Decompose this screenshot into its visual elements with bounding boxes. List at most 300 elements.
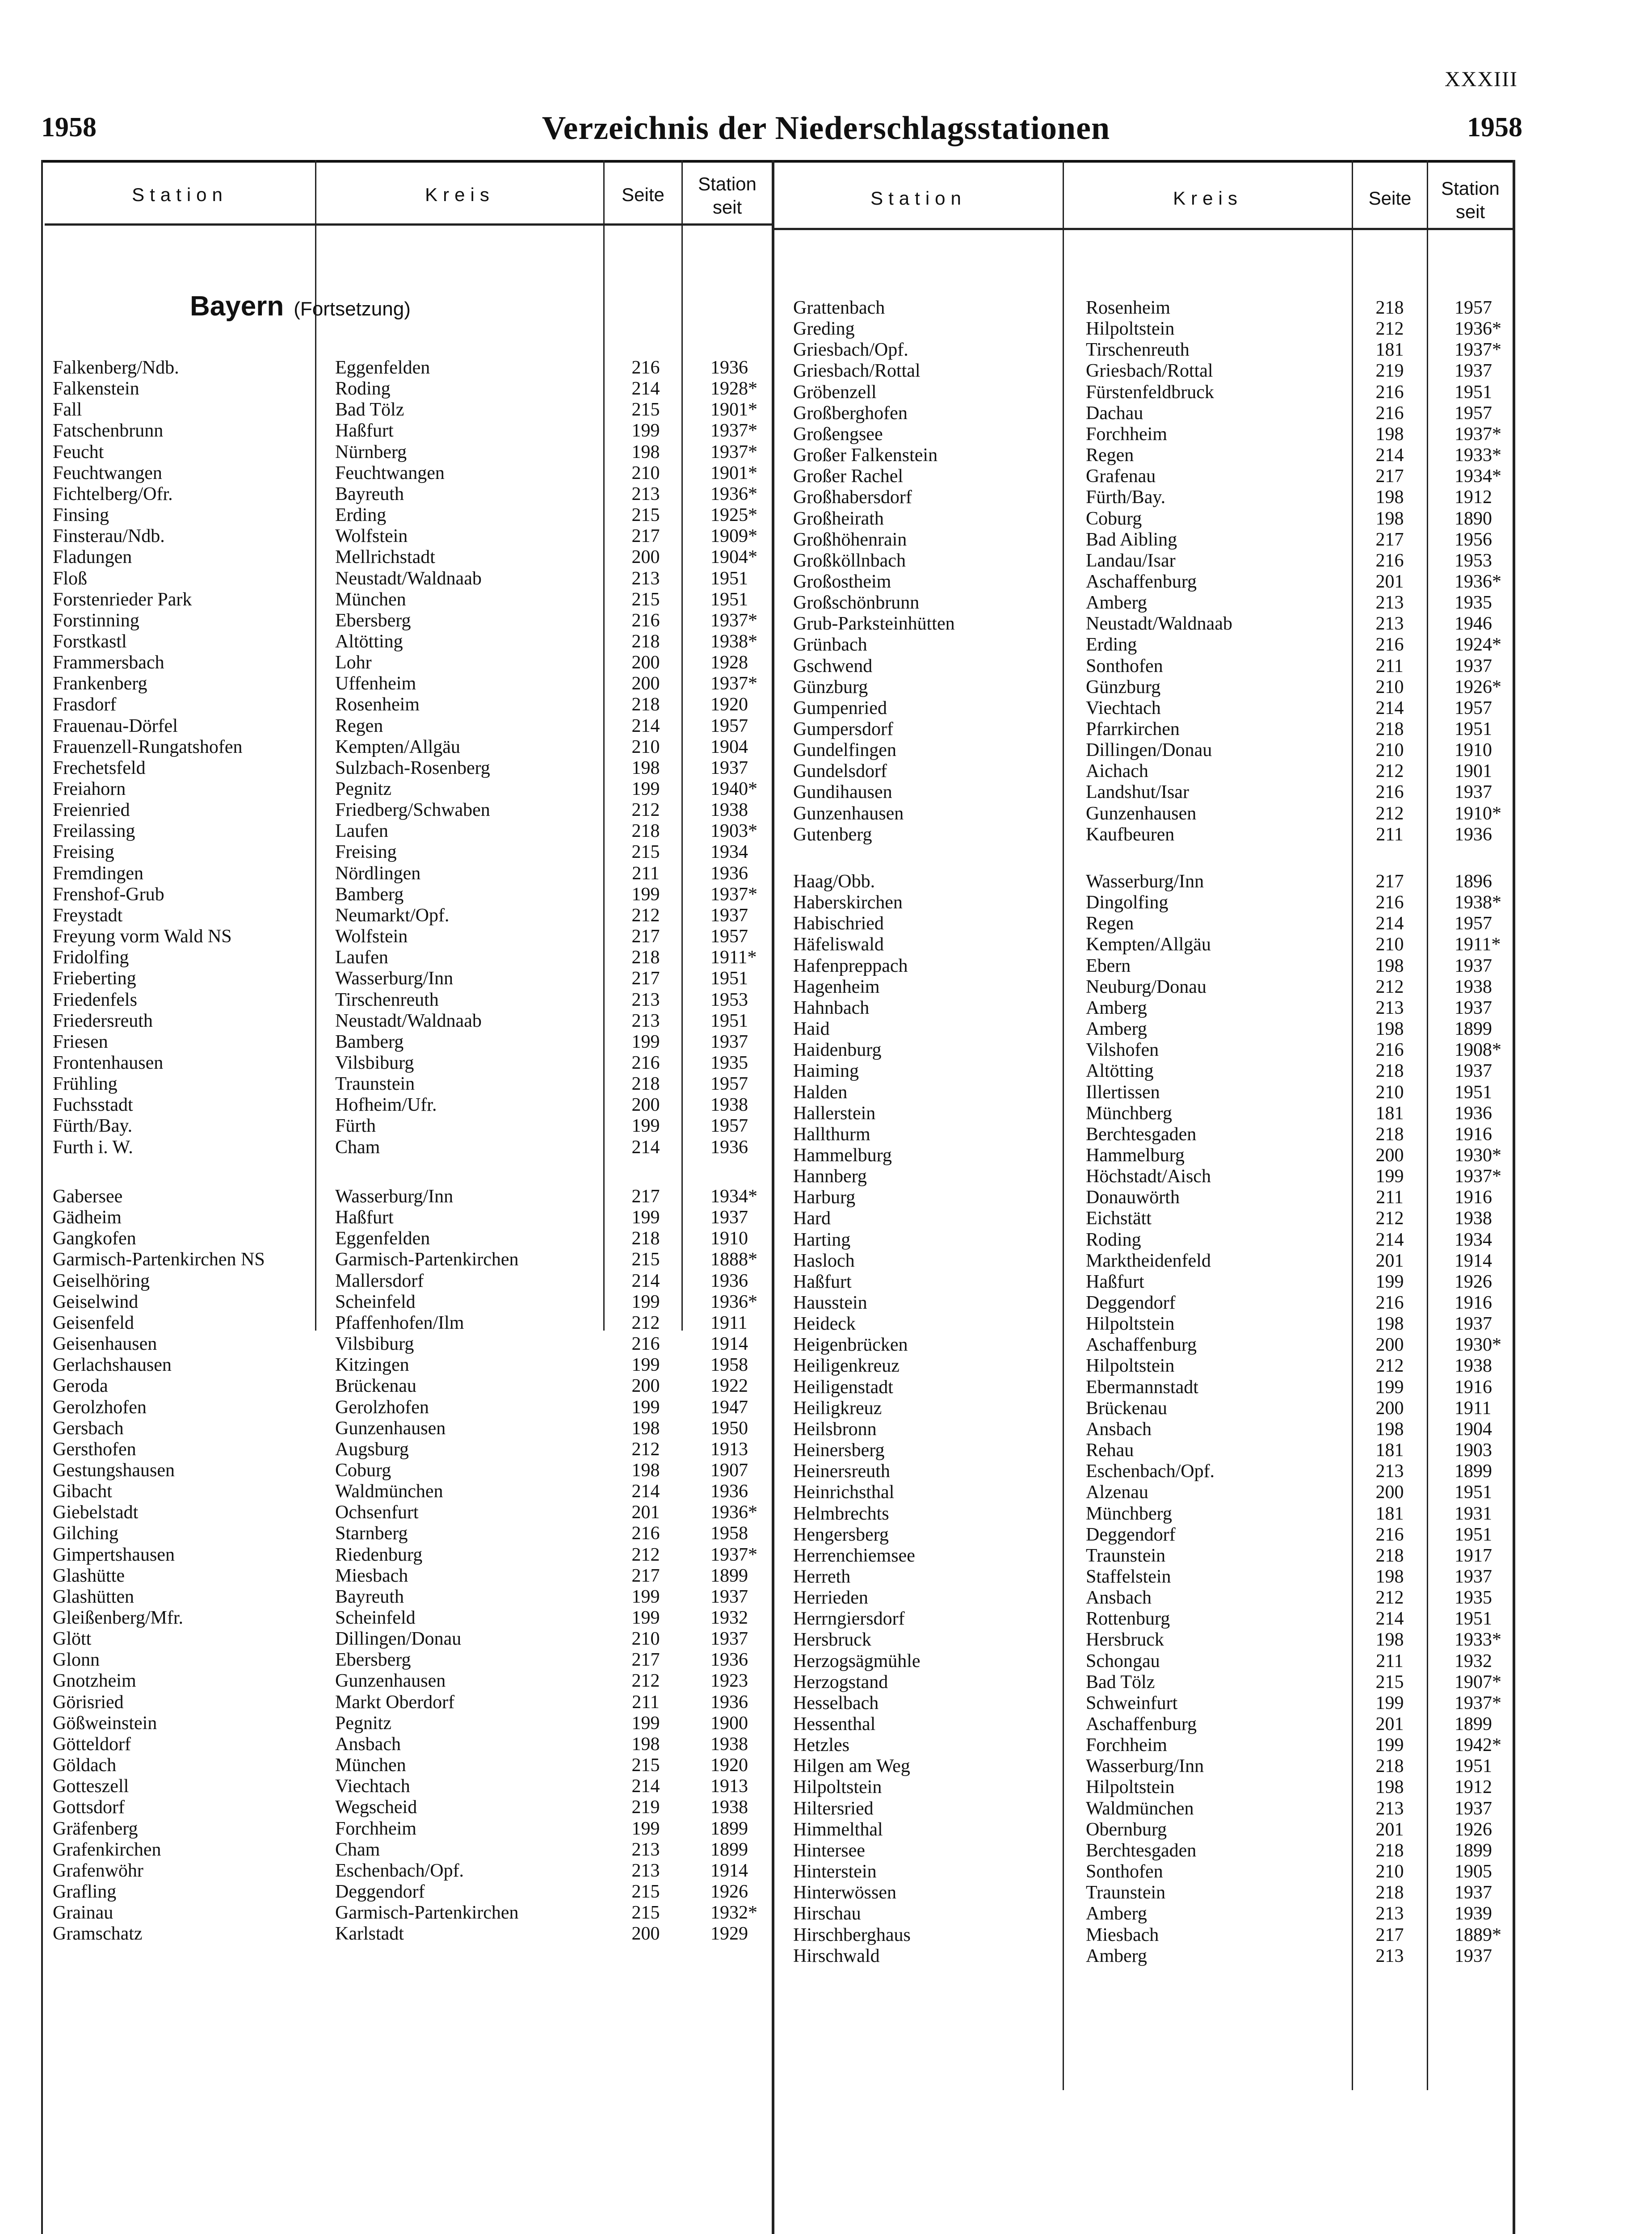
station-since-year: 1899	[1454, 1461, 1492, 1482]
station-name: Haid	[793, 1019, 830, 1040]
kreis-name: Rosenheim	[335, 694, 420, 715]
kreis-name: Wegscheid	[335, 1797, 417, 1818]
seite-number: 212	[631, 1671, 660, 1692]
station-since-year: 1937	[1454, 955, 1492, 976]
station-since-year: 1931	[1454, 1503, 1492, 1524]
station-name: Hintersee	[793, 1840, 865, 1861]
station-name: Gimpertshausen	[53, 1544, 175, 1565]
kreis-name: Bayreuth	[335, 483, 404, 504]
kreis-name: Scheinfeld	[335, 1291, 416, 1312]
kreis-name: Gunzenhausen	[335, 1671, 446, 1692]
station-since-year: 1908*	[1454, 1040, 1501, 1061]
seite-number: 210	[631, 736, 660, 757]
kreis-name: Dillingen/Donau	[1086, 740, 1212, 761]
station-since-year: 1896	[1454, 871, 1492, 892]
station-since-year: 1937	[710, 1629, 748, 1650]
station-since-year: 1937*	[710, 420, 757, 441]
station-since-year: 1951	[1454, 719, 1492, 739]
station-name: Garmisch-Partenkirchen NS	[53, 1249, 265, 1270]
header-station: Station	[132, 184, 228, 205]
station-since-year: 1938*	[710, 631, 757, 652]
station-since-year: 1957	[710, 1074, 748, 1095]
station-name: Gutenberg	[793, 824, 872, 845]
kreis-name: Wasserburg/Inn	[335, 1186, 454, 1207]
seite-number: 198	[1375, 1629, 1404, 1650]
station-since-year: 1914	[710, 1334, 748, 1355]
station-name: Hinterwössen	[793, 1882, 896, 1903]
kreis-name: Garmisch-Partenkirchen	[335, 1249, 519, 1270]
seite-number: 199	[1375, 1377, 1404, 1398]
seite-number: 215	[631, 505, 660, 526]
station-since-year: 1900	[710, 1713, 748, 1734]
station-since-year: 1936	[1454, 824, 1492, 845]
kreis-name: Fürth/Bay.	[1086, 487, 1166, 508]
station-name: Hausstein	[793, 1293, 867, 1313]
station-name: Hinterstein	[793, 1861, 877, 1882]
station-name: Gersthofen	[53, 1439, 136, 1460]
station-since-year: 1914	[1454, 1250, 1492, 1271]
station-name: Friedenfels	[53, 989, 137, 1010]
station-name: Glashütte	[53, 1565, 125, 1586]
station-since-year: 1936	[1454, 1103, 1492, 1124]
station-since-year: 1951	[1454, 1482, 1492, 1503]
station-name: Hard	[793, 1208, 831, 1229]
station-name: Göldach	[53, 1755, 117, 1776]
station-since-year: 1936	[710, 1650, 748, 1671]
station-since-year: 1951	[1454, 1756, 1492, 1777]
seite-number: 216	[1375, 892, 1404, 913]
station-since-year: 1953	[1454, 550, 1492, 571]
station-since-year: 1923	[710, 1671, 748, 1692]
station-since-year: 1922	[710, 1376, 748, 1397]
kreis-name: Eggenfelden	[335, 357, 430, 378]
station-since-year: 1935	[710, 1052, 748, 1073]
seite-number: 212	[631, 800, 660, 821]
kreis-name: Wolfstein	[335, 526, 408, 547]
column-rule	[41, 160, 43, 2234]
station-name: Grafenkirchen	[53, 1839, 161, 1860]
station-name: Hagenheim	[793, 976, 880, 997]
station-since-year: 1936	[710, 1270, 748, 1291]
station-since-year: 1936*	[1454, 571, 1501, 592]
kreis-name: Rottenburg	[1086, 1608, 1170, 1629]
station-since-year: 1937	[1454, 1061, 1492, 1082]
seite-number: 216	[631, 357, 660, 378]
station-name: Giebelstadt	[53, 1502, 139, 1523]
station-since-year: 1937*	[710, 610, 757, 631]
station-name: Forstinning	[53, 610, 139, 631]
station-since-year: 1926	[710, 1881, 748, 1902]
kreis-name: Pegnitz	[335, 779, 391, 799]
station-since-year: 1938	[710, 1797, 748, 1818]
station-name: Forstkastl	[53, 631, 127, 652]
section-note: (Fortsetzung)	[294, 298, 411, 320]
kreis-name: Eschenbach/Opf.	[1086, 1461, 1215, 1482]
station-since-year: 1936*	[710, 483, 757, 504]
seite-number: 199	[631, 779, 660, 799]
station-name: Freienried	[53, 800, 130, 821]
station-name: Geroda	[53, 1376, 108, 1397]
station-since-year: 1905	[1454, 1861, 1492, 1882]
kreis-name: Forchheim	[1086, 1735, 1167, 1756]
kreis-name: Amberg	[1086, 1903, 1147, 1924]
station-name: Gröbenzell	[793, 382, 877, 403]
seite-number: 216	[1375, 382, 1404, 403]
station-since-year: 1958	[710, 1355, 748, 1376]
station-name: Hasloch	[793, 1250, 855, 1271]
seite-number: 198	[631, 1418, 660, 1439]
kreis-name: Bamberg	[335, 884, 404, 905]
kreis-name: Neuburg/Donau	[1086, 976, 1206, 997]
station-name: Haiming	[793, 1061, 859, 1082]
station-name: Gumpenried	[793, 697, 887, 718]
station-since-year: 1904	[710, 736, 748, 757]
seite-number: 198	[1375, 1419, 1404, 1440]
seite-number: 216	[1375, 1524, 1404, 1545]
kreis-name: Laufen	[335, 947, 388, 968]
seite-number: 200	[631, 1923, 660, 1944]
station-since-year: 1957	[1454, 697, 1492, 718]
seite-number: 217	[1375, 871, 1404, 892]
station-since-year: 1910*	[1454, 803, 1501, 824]
header-rule-right	[773, 228, 1513, 230]
seite-number: 218	[1375, 1545, 1404, 1566]
station-name: Harburg	[793, 1187, 856, 1208]
kreis-name: Gunzenhausen	[1086, 803, 1197, 824]
seite-number: 199	[631, 1116, 660, 1137]
station-since-year: 1937	[1454, 782, 1492, 803]
station-name: Gibacht	[53, 1481, 112, 1502]
seite-number: 211	[1376, 824, 1404, 845]
kreis-name: Forchheim	[1086, 424, 1167, 445]
station-name: Frauenzell-Rungatshofen	[53, 736, 243, 757]
seite-number: 212	[1375, 761, 1404, 782]
kreis-name: Kempten/Allgäu	[1086, 934, 1211, 955]
station-name: Frieberting	[53, 968, 136, 989]
kreis-name: Friedberg/Schwaben	[335, 800, 490, 821]
seite-number: 211	[1376, 655, 1404, 676]
station-since-year: 1936*	[710, 1502, 757, 1523]
seite-number: 198	[1375, 487, 1404, 508]
seite-number: 198	[631, 1734, 660, 1755]
station-name: Frenshof-Grub	[53, 884, 164, 905]
header-rule-left	[45, 223, 773, 226]
kreis-name: Haßfurt	[335, 1207, 394, 1228]
station-name: Frankenberg	[53, 673, 147, 694]
station-name: Hafenpreppach	[793, 955, 908, 976]
seite-number: 213	[631, 1010, 660, 1031]
kreis-name: Nördlingen	[335, 863, 421, 884]
seite-number: 181	[1375, 1103, 1404, 1124]
station-name: Grub-Parksteinhütten	[793, 613, 955, 634]
station-since-year: 1937*	[1454, 1692, 1501, 1713]
kreis-name: Bad Aibling	[1086, 529, 1177, 550]
kreis-name: Wasserburg/Inn	[335, 968, 454, 989]
seite-number: 216	[1375, 782, 1404, 803]
seite-number: 200	[631, 1095, 660, 1116]
station-name: Gerolzhofen	[53, 1397, 147, 1418]
kreis-name: Gunzenhausen	[335, 1418, 446, 1439]
seite-number: 201	[1375, 1819, 1404, 1840]
station-name: Hirschberghaus	[793, 1924, 911, 1945]
station-name: Heigenbrücken	[793, 1335, 908, 1356]
station-name: Hirschau	[793, 1903, 861, 1924]
station-name: Gschwend	[793, 655, 873, 676]
kreis-name: Regen	[1086, 445, 1134, 466]
seite-number: 213	[1375, 1461, 1404, 1482]
kreis-name: Nürnberg	[335, 441, 407, 462]
kreis-name: Donauwörth	[1086, 1187, 1180, 1208]
station-name: Heideck	[793, 1314, 856, 1335]
seite-number: 216	[1375, 1040, 1404, 1061]
seite-number: 199	[1375, 1271, 1404, 1292]
station-since-year: 1957	[1454, 403, 1492, 424]
station-name: Hallerstein	[793, 1103, 876, 1124]
station-name: Hammelburg	[793, 1145, 892, 1166]
station-since-year: 1920	[710, 694, 748, 715]
station-name: Griesbach/Opf.	[793, 340, 908, 361]
station-name: Grafling	[53, 1881, 117, 1902]
station-name: Herrngiersdorf	[793, 1608, 905, 1629]
kreis-name: Fürstenfeldbruck	[1086, 382, 1214, 403]
seite-number: 181	[1375, 1440, 1404, 1461]
kreis-name: Hilpoltstein	[1086, 1777, 1175, 1798]
station-since-year: 1935	[1454, 1587, 1492, 1608]
station-since-year: 1904	[1454, 1419, 1492, 1440]
kreis-name: Altötting	[335, 631, 403, 652]
seite-number: 214	[1375, 697, 1404, 718]
station-since-year: 1937*	[710, 884, 757, 905]
seite-number: 217	[1375, 529, 1404, 550]
station-name: Haag/Obb.	[793, 871, 875, 892]
seite-number: 212	[631, 1312, 660, 1333]
station-name: Herreth	[793, 1566, 851, 1587]
seite-number: 200	[631, 673, 660, 694]
header-seite: Seite	[622, 184, 664, 205]
seite-number: 199	[1375, 1692, 1404, 1713]
station-name: Falkenstein	[53, 378, 139, 399]
seite-number: 219	[1375, 361, 1404, 382]
station-since-year: 1916	[1454, 1293, 1492, 1313]
station-since-year: 1911	[1454, 1398, 1492, 1419]
kreis-name: Obernburg	[1086, 1819, 1167, 1840]
kreis-name: Wasserburg/Inn	[1086, 871, 1204, 892]
seite-number: 198	[631, 1460, 660, 1481]
header-station-seit: Station seit	[1441, 178, 1500, 222]
seite-number: 210	[631, 1629, 660, 1650]
kreis-name: Ansbach	[335, 1734, 401, 1755]
station-name: Frasdorf	[53, 694, 117, 715]
station-name: Herrieden	[793, 1587, 868, 1608]
seite-number: 199	[631, 1291, 660, 1312]
column-rule	[1427, 160, 1428, 2090]
station-name: Großostheim	[793, 571, 891, 592]
station-since-year: 1936	[710, 1137, 748, 1158]
station-since-year: 1901	[1454, 761, 1492, 782]
kreis-name: Waldmünchen	[335, 1481, 443, 1502]
seite-number: 200	[1375, 1398, 1404, 1419]
station-since-year: 1936*	[710, 1291, 757, 1312]
station-since-year: 1926	[1454, 1819, 1492, 1840]
station-since-year: 1910	[1454, 740, 1492, 761]
kreis-name: Ebersberg	[335, 1650, 411, 1671]
station-name: Heiligenstadt	[793, 1377, 893, 1398]
kreis-name: Coburg	[1086, 508, 1142, 529]
seite-number: 218	[1375, 719, 1404, 739]
station-since-year: 1913	[710, 1776, 748, 1797]
station-since-year: 1930*	[1454, 1335, 1501, 1356]
station-name: Geiselhöring	[53, 1270, 150, 1291]
station-name: Heilsbronn	[793, 1419, 877, 1440]
station-since-year: 1928	[710, 652, 748, 673]
station-name: Floß	[53, 568, 88, 589]
station-name: Fürth/Bay.	[53, 1116, 133, 1137]
header-station-seit: Station seit	[698, 173, 757, 218]
seite-number: 215	[631, 842, 660, 863]
seite-number: 218	[1375, 1756, 1404, 1777]
kreis-name: Amberg	[1086, 1945, 1147, 1966]
seite-number: 217	[631, 1565, 660, 1586]
station-name: Gädheim	[53, 1207, 122, 1228]
station-name: Gleißenberg/Mfr.	[53, 1608, 183, 1628]
kreis-name: Haßfurt	[335, 420, 394, 441]
seite-number: 215	[631, 589, 660, 610]
station-since-year: 1926	[1454, 1271, 1492, 1292]
station-name: Harting	[793, 1229, 851, 1250]
station-since-year: 1911*	[710, 947, 757, 968]
station-name: Helmbrechts	[793, 1503, 889, 1524]
seite-number: 211	[632, 1692, 660, 1713]
station-name: Haidenburg	[793, 1040, 882, 1061]
kreis-name: Tirschenreuth	[335, 989, 439, 1010]
station-since-year: 1951	[1454, 382, 1492, 403]
seite-number: 213	[631, 1860, 660, 1881]
seite-number: 201	[631, 1502, 660, 1523]
seite-number: 199	[631, 1031, 660, 1052]
kreis-name: Amberg	[1086, 592, 1147, 613]
station-name: Gundihausen	[793, 782, 892, 803]
seite-number: 217	[631, 1650, 660, 1671]
station-since-year: 1956	[1454, 529, 1492, 550]
station-name: Freyung vorm Wald NS	[53, 926, 232, 947]
station-since-year: 1901*	[710, 399, 757, 420]
kreis-name: Schongau	[1086, 1650, 1160, 1671]
kreis-name: Hilpoltstein	[1086, 1356, 1175, 1377]
kreis-name: Vilsbiburg	[335, 1052, 414, 1073]
kreis-name: Ebermannstadt	[1086, 1377, 1198, 1398]
kreis-name: Marktheidenfeld	[1086, 1250, 1211, 1271]
station-since-year: 1953	[710, 989, 748, 1010]
station-since-year: 1899	[1454, 1019, 1492, 1040]
station-name: Falkenberg/Ndb.	[53, 357, 179, 378]
seite-number: 218	[1375, 1882, 1404, 1903]
seite-number: 213	[631, 989, 660, 1010]
station-name: Geisenfeld	[53, 1312, 134, 1333]
station-since-year: 1951	[710, 968, 748, 989]
kreis-name: Hammelburg	[1086, 1145, 1185, 1166]
station-since-year: 1957	[710, 926, 748, 947]
seite-number: 212	[1375, 1587, 1404, 1608]
station-name: Finsing	[53, 505, 109, 526]
station-since-year: 1930*	[1454, 1145, 1501, 1166]
kreis-name: Eschenbach/Opf.	[335, 1860, 464, 1881]
station-since-year: 1937	[1454, 1882, 1492, 1903]
seite-number: 212	[631, 905, 660, 926]
station-name: Glashütten	[53, 1586, 134, 1607]
station-name: Grainau	[53, 1902, 113, 1923]
station-name: Freilassing	[53, 821, 135, 842]
seite-number: 201	[1375, 571, 1404, 592]
kreis-name: Brückenau	[1086, 1398, 1167, 1419]
seite-number: 213	[631, 483, 660, 504]
kreis-name: Laufen	[335, 821, 388, 842]
station-name: Hersbruck	[793, 1629, 871, 1650]
station-since-year: 1938	[1454, 976, 1492, 997]
kreis-name: Sonthofen	[1086, 655, 1163, 676]
seite-number: 216	[1375, 1293, 1404, 1313]
seite-number: 211	[632, 863, 660, 884]
station-name: Fladungen	[53, 547, 132, 568]
seite-number: 199	[631, 1207, 660, 1228]
kreis-name: Münchberg	[1086, 1103, 1172, 1124]
station-since-year: 1951	[1454, 1082, 1492, 1103]
station-since-year: 1924*	[1454, 634, 1501, 655]
station-since-year: 1909*	[710, 526, 757, 547]
station-since-year: 1957	[1454, 913, 1492, 934]
kreis-name: Eichstätt	[1086, 1208, 1152, 1229]
station-name: Feuchtwangen	[53, 462, 162, 483]
station-since-year: 1937	[1454, 1945, 1492, 1966]
kreis-name: Kempten/Allgäu	[335, 736, 460, 757]
station-name: Gangkofen	[53, 1228, 136, 1249]
kreis-name: Hilpoltstein	[1086, 1314, 1175, 1335]
seite-number: 218	[1375, 1124, 1404, 1145]
station-since-year: 1907*	[1454, 1671, 1501, 1692]
kreis-name: Traunstein	[335, 1074, 415, 1095]
station-since-year: 1951	[1454, 1608, 1492, 1629]
station-name: Gumpersdorf	[793, 719, 893, 739]
kreis-name: Uffenheim	[335, 673, 416, 694]
station-since-year: 1957	[710, 715, 748, 736]
kreis-name: Viechtach	[335, 1776, 410, 1797]
station-name: Herzogsägmühle	[793, 1650, 921, 1671]
seite-number: 198	[1375, 1566, 1404, 1587]
kreis-name: Aschaffenburg	[1086, 1335, 1197, 1356]
seite-number: 214	[1375, 913, 1404, 934]
station-name: Görisried	[53, 1692, 124, 1713]
kreis-name: Deggendorf	[1086, 1293, 1176, 1313]
kreis-name: Hofheim/Ufr.	[335, 1095, 437, 1116]
kreis-name: Neustadt/Waldnaab	[335, 568, 482, 589]
page-number: XXXIII	[1445, 67, 1518, 91]
kreis-name: Staffelstein	[1086, 1566, 1171, 1587]
station-name: Gabersee	[53, 1186, 123, 1207]
kreis-name: Traunstein	[1086, 1882, 1166, 1903]
station-since-year: 1951	[710, 589, 748, 610]
station-since-year: 1932	[710, 1608, 748, 1628]
kreis-name: Amberg	[1086, 997, 1147, 1018]
kreis-name: Haßfurt	[1086, 1271, 1144, 1292]
station-name: Gräfenberg	[53, 1818, 138, 1839]
station-since-year: 1912	[1454, 487, 1492, 508]
station-name: Freystadt	[53, 905, 123, 926]
station-since-year: 1934*	[710, 1186, 757, 1207]
station-name: Frechetsfeld	[53, 757, 146, 778]
header-seite: Seite	[1368, 188, 1412, 209]
station-name: Fremdingen	[53, 863, 143, 884]
station-since-year: 1889*	[1454, 1924, 1501, 1945]
kreis-name: Hilpoltstein	[1086, 319, 1175, 340]
